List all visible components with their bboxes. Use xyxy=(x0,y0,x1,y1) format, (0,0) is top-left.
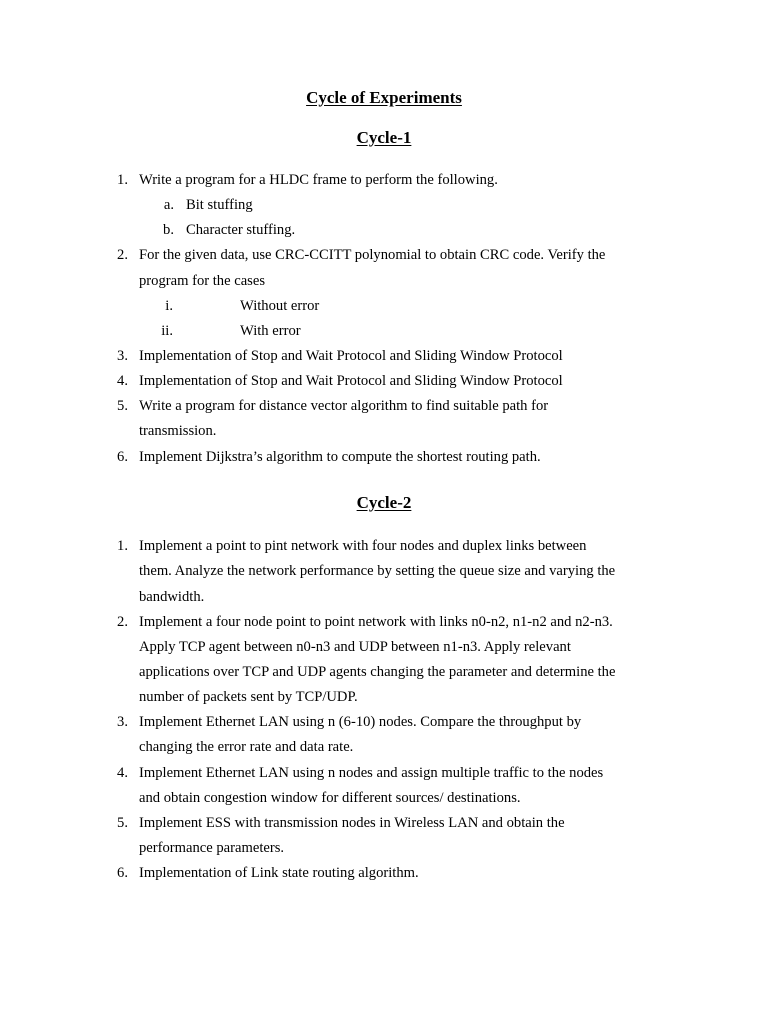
item-text: transmission. xyxy=(139,423,217,439)
subitem-marker: b. xyxy=(163,222,174,238)
cycle1-heading: Cycle-1 xyxy=(356,128,412,147)
item-number: 1. xyxy=(117,538,128,554)
item-number: 5. xyxy=(117,398,128,414)
item-number: 6. xyxy=(117,865,128,881)
item-number: 5. xyxy=(117,815,128,831)
subitem-text: With error xyxy=(240,323,301,339)
item-number: 2. xyxy=(117,614,128,630)
subitem-marker: ii. xyxy=(161,323,173,339)
document-title: Cycle of Experiments xyxy=(306,88,462,107)
item-text: program for the cases xyxy=(139,273,266,289)
subitem-marker: a. xyxy=(163,197,174,213)
item-number: 1. xyxy=(117,172,128,188)
subitem-text: Character stuffing. xyxy=(186,222,296,238)
item-text: Implement ESS with transmission nodes in Wireless LAN and obtain the xyxy=(139,815,565,831)
item-number: 2. xyxy=(117,247,128,263)
item-number: 4. xyxy=(117,765,128,781)
item-text: Implementation of Stop and Wait Protocol and Sliding Window Protocol xyxy=(139,348,563,364)
item-text: number of packets sent by TCP/UDP. xyxy=(139,689,358,705)
item-text: Implementation of Stop and Wait Protocol and Sliding Window Protocol xyxy=(139,373,563,389)
item-text: performance parameters. xyxy=(139,840,285,856)
item-text: Implementation of Link state routing algorithm. xyxy=(139,865,419,881)
item-text: Apply TCP agent between n0-n3 and UDP between n1-n3. Apply relevant xyxy=(139,639,571,655)
item-text: Implement Ethernet LAN using n nodes and assign multiple traffic to the nodes xyxy=(139,765,604,781)
item-text: Implement a point to pint network with four nodes and duplex links between xyxy=(139,538,587,554)
cycle2-heading: Cycle-2 xyxy=(356,493,412,512)
subitem-text: Without error xyxy=(240,298,320,314)
item-number: 4. xyxy=(117,373,128,389)
item-text: For the given data, use CRC-CCITT polynomial to obtain CRC code. Verify the xyxy=(139,247,606,263)
subitem-marker: i. xyxy=(165,298,173,314)
item-text: Write a program for a HLDC frame to perform the following. xyxy=(139,172,498,188)
item-text: Implement a four node point to point network with links n0-n2, n1-n2 and n2-n3. xyxy=(139,614,613,630)
subitem-text: Bit stuffing xyxy=(186,197,253,213)
item-text: applications over TCP and UDP agents changing the parameter and determine the xyxy=(139,664,616,680)
item-number: 3. xyxy=(117,348,128,364)
item-text: changing the error rate and data rate. xyxy=(139,739,354,755)
item-text: them. Analyze the network performance by setting the queue size and varying the xyxy=(139,563,616,579)
item-number: 3. xyxy=(117,714,128,730)
item-text: Implement Dijkstra’s algorithm to compute the shortest routing path. xyxy=(139,449,541,465)
item-number: 6. xyxy=(117,449,128,465)
item-text: Implement Ethernet LAN using n (6-10) nodes. Compare the throughput by xyxy=(139,714,582,730)
item-text: bandwidth. xyxy=(139,589,205,605)
item-text: and obtain congestion window for different sources/ destinations. xyxy=(139,790,521,806)
item-text: Write a program for distance vector algorithm to find suitable path for xyxy=(139,398,549,414)
